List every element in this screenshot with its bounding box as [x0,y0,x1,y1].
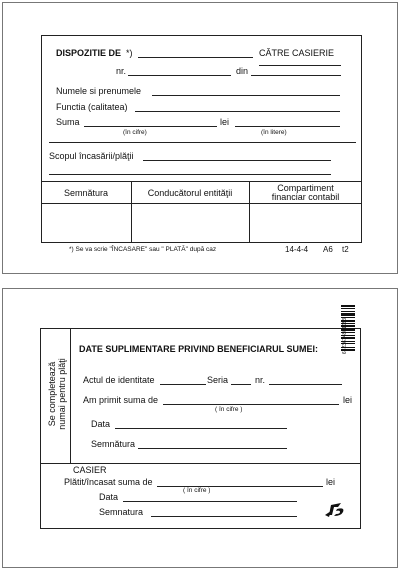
data-label: Data [91,419,111,429]
din-field[interactable] [251,75,341,76]
footnote: *) Se va scrie "ÎNCASARE" sau " PLATĂ" după caz [69,246,217,253]
sig-compartiment-header-2: financiar contabil [271,192,340,202]
publisher-logo-icon [323,501,347,519]
act-label: Actul de identitate [83,375,155,385]
side-column-divider [70,328,71,463]
casier-label: CASIER [73,465,107,475]
numele-label: Numele si prenumele [56,86,142,96]
numele-field[interactable] [152,95,340,96]
suma-litere-field[interactable] [235,126,340,127]
data-field[interactable] [115,428,287,429]
nr-label: nr. [116,66,127,76]
form-code: 14-4-4 [285,245,309,254]
suma-extra-line[interactable] [49,142,356,143]
suma-cifre-field[interactable] [84,126,217,127]
scopul-field[interactable] [143,160,331,161]
functia-field[interactable] [135,111,340,112]
in-cifre-hint-3: ( în cifre ) [183,487,211,494]
side-text-2: numai pentru plăţi [57,358,67,430]
operation-type-field[interactable] [138,57,253,58]
act-field[interactable] [160,384,206,385]
scopul-label: Scopul încasării/plăţii [49,151,134,161]
din-label: din [236,66,249,76]
catre-casierie-label: CĂTRE CASIERIE [259,48,335,58]
in-cifre-hint: (în cifre) [123,129,147,136]
platit-label: Plătit/încasat suma de [64,477,153,487]
lei-label: lei [220,117,230,127]
sig-cell-conducator[interactable] [132,204,248,242]
data-label-2: Data [99,492,119,502]
scopul-extra-line[interactable] [49,174,331,175]
lei-label-3: lei [326,477,336,487]
platit-field[interactable] [157,486,323,487]
side-text-1: Se completează [47,361,57,427]
functia-label: Functia (calitatea) [56,102,128,112]
form-title: DISPOZITIE DE [56,48,122,58]
casierie-field[interactable] [259,65,341,66]
sig-cell-semnatura[interactable] [42,204,130,242]
data-field-2[interactable] [123,501,297,502]
sig-table-top [41,181,362,182]
am-primit-field[interactable] [163,404,339,405]
nr-field[interactable] [128,75,231,76]
sig-cell-compartiment[interactable] [250,204,361,242]
semnatura-label: Semnătura [91,439,136,449]
sig-compartiment-header-1: Compartiment [277,183,334,193]
sig-semnatura-header: Semnătura [63,188,109,198]
seria-field[interactable] [231,384,251,385]
in-cifre-hint-2: ( în cifre ) [215,406,243,413]
lei-label-2: lei [343,395,353,405]
seria-label: Seria [207,375,229,385]
barcode-text: 6423674801083 [342,317,348,355]
title-mark: *) [126,48,133,58]
semnatura-field-2[interactable] [151,516,297,517]
suma-label: Suma [56,117,80,127]
in-litere-hint: (în litere) [261,129,287,136]
semnatura-label-2: Semnatura [99,507,144,517]
casier-section-divider [40,463,361,464]
bottom-sheet [2,288,398,568]
sig-conducator-header: Conducătorul entităţii [147,188,233,198]
form-t: t2 [342,245,349,254]
top-sheet [2,2,398,274]
am-primit-label: Am primit suma de [83,395,159,405]
nr-label-2: nr. [255,375,266,385]
form-size: A6 [323,245,333,254]
beneficiar-title: DATE SUPLIMENTARE PRIVIND BENEFICIARUL SUMEI: [79,344,319,354]
nr-field-2[interactable] [269,384,342,385]
semnatura-field[interactable] [138,448,287,449]
